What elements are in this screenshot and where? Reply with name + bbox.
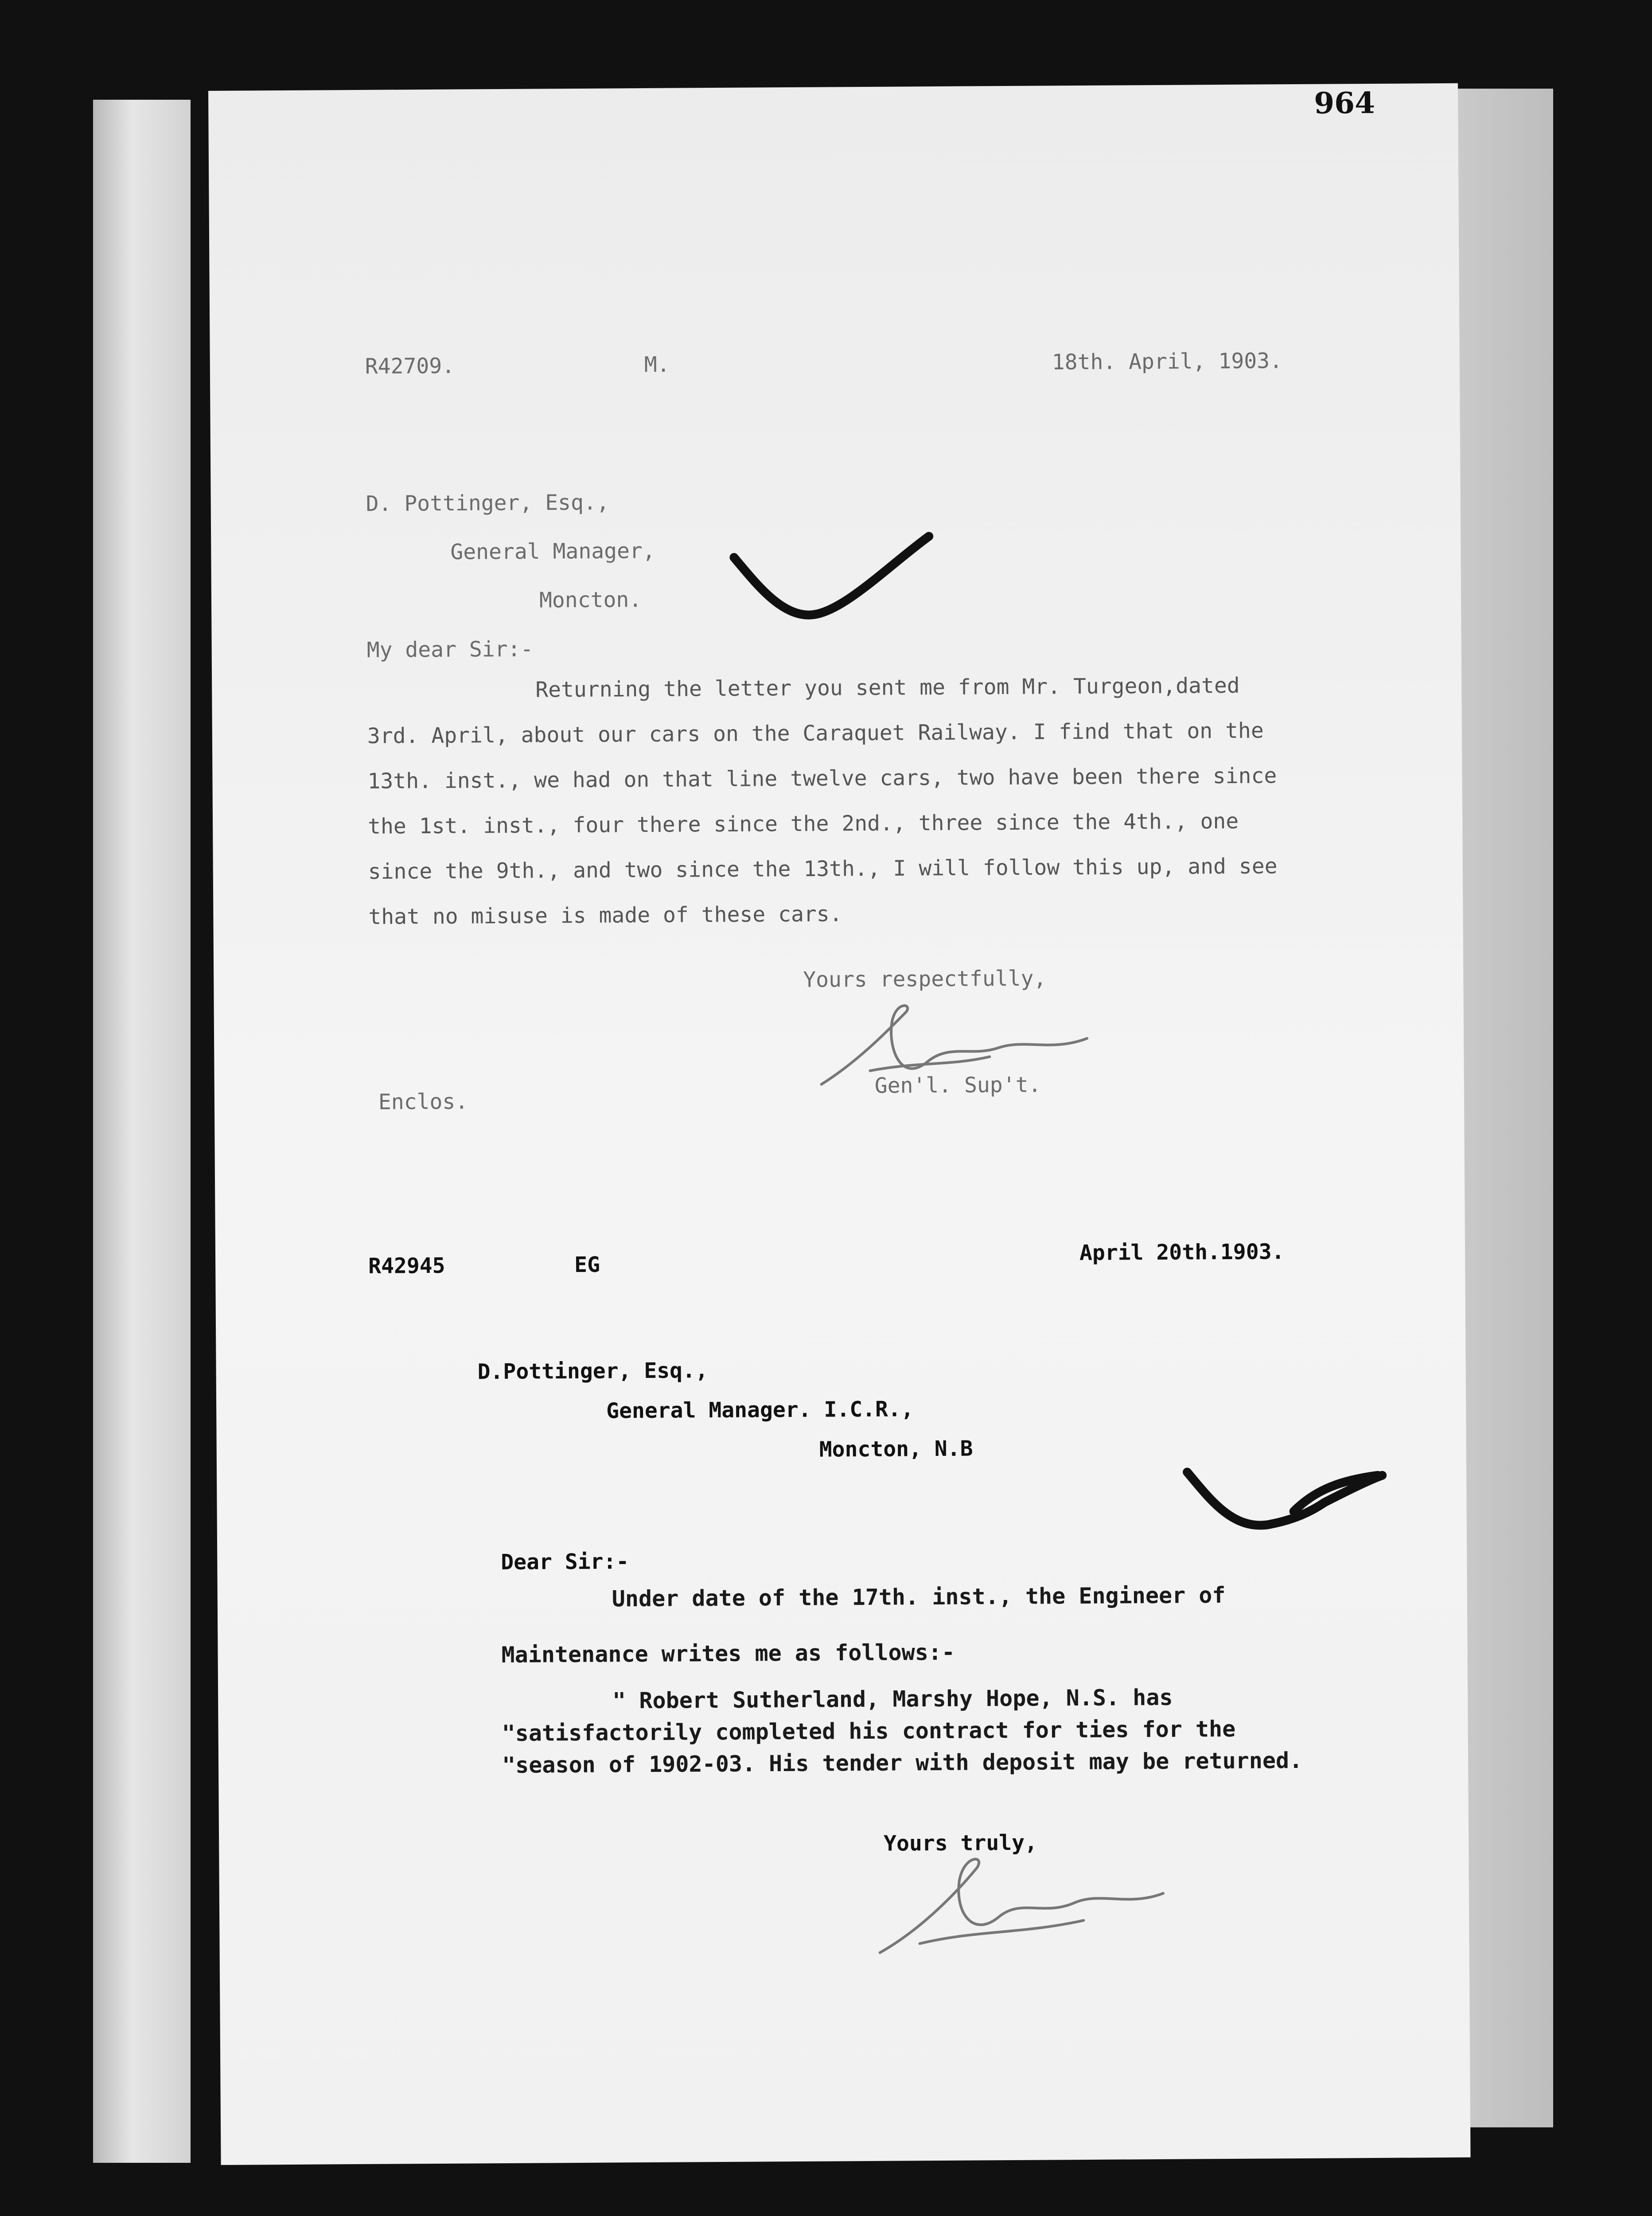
check-mark-icon xyxy=(729,530,938,628)
letter1-addressee: D. Pottinger, Esq., xyxy=(366,490,609,516)
letter1-title: General Manager, xyxy=(450,538,655,565)
page-number: 964 xyxy=(1313,85,1375,121)
letter1-initial: M. xyxy=(644,352,670,378)
check-mark-icon xyxy=(1183,1462,1387,1539)
letter1-ref: R42709. xyxy=(365,353,455,379)
letter1-place: Moncton. xyxy=(539,587,642,613)
letter2-body-line2: Maintenance writes me as follows:- xyxy=(501,1639,955,1668)
signature-image xyxy=(853,1840,1190,1975)
letter2-ref: R42945 xyxy=(368,1253,445,1279)
letter1-date: 18th. April, 1903. xyxy=(1052,348,1283,375)
letter2-salutation: Dear Sir:- xyxy=(501,1549,629,1575)
letter1-salutation: My dear Sir:- xyxy=(366,636,534,663)
letter1-body: Returning the letter you sent me from Mr. Turgeon,dated 3rd. April, about our cars on the Caraquet Railway. I find that on the 13th. inst., we had on that line twelve cars, two have been there since the 1st. inst., four there since the 2nd., three since the 4th., one since the 9th., and two since the 13th., I will follow this up, and see that no misuse is made of these cars. xyxy=(367,673,1278,929)
letter2-title: General Manager. I.C.R., xyxy=(606,1397,914,1424)
letter2-quote-line2: "satisfactorily completed his contract for ties for the xyxy=(502,1716,1236,1747)
letter1-closing: Yours respectfully, xyxy=(803,966,1047,992)
letter2-quote-line3: "season of 1902-03. His tender with deposit may be returned. xyxy=(502,1747,1303,1779)
letterbook-page xyxy=(208,83,1471,2165)
letter2-place: Moncton, N.B xyxy=(819,1436,973,1462)
letter2-quote-line1: " Robert Sutherland, Marshy Hope, N.S. has xyxy=(612,1684,1173,1714)
letter1-enclosure: Enclos. xyxy=(378,1089,468,1115)
letter2-date: April 20th.1903. xyxy=(1079,1239,1285,1266)
letter1-signature-title: Gen'l. Sup't. xyxy=(874,1072,1041,1098)
adjacent-page-edge xyxy=(93,100,191,2163)
letter2-body-line1: Under date of the 17th. inst., the Engineer of xyxy=(612,1582,1226,1612)
signature-image xyxy=(803,994,1114,1102)
letter2-initial: EG xyxy=(574,1252,600,1278)
letter2-closing: Yours truly, xyxy=(884,1830,1038,1856)
letter2-addressee: D.Pottinger, Esq., xyxy=(477,1358,709,1385)
